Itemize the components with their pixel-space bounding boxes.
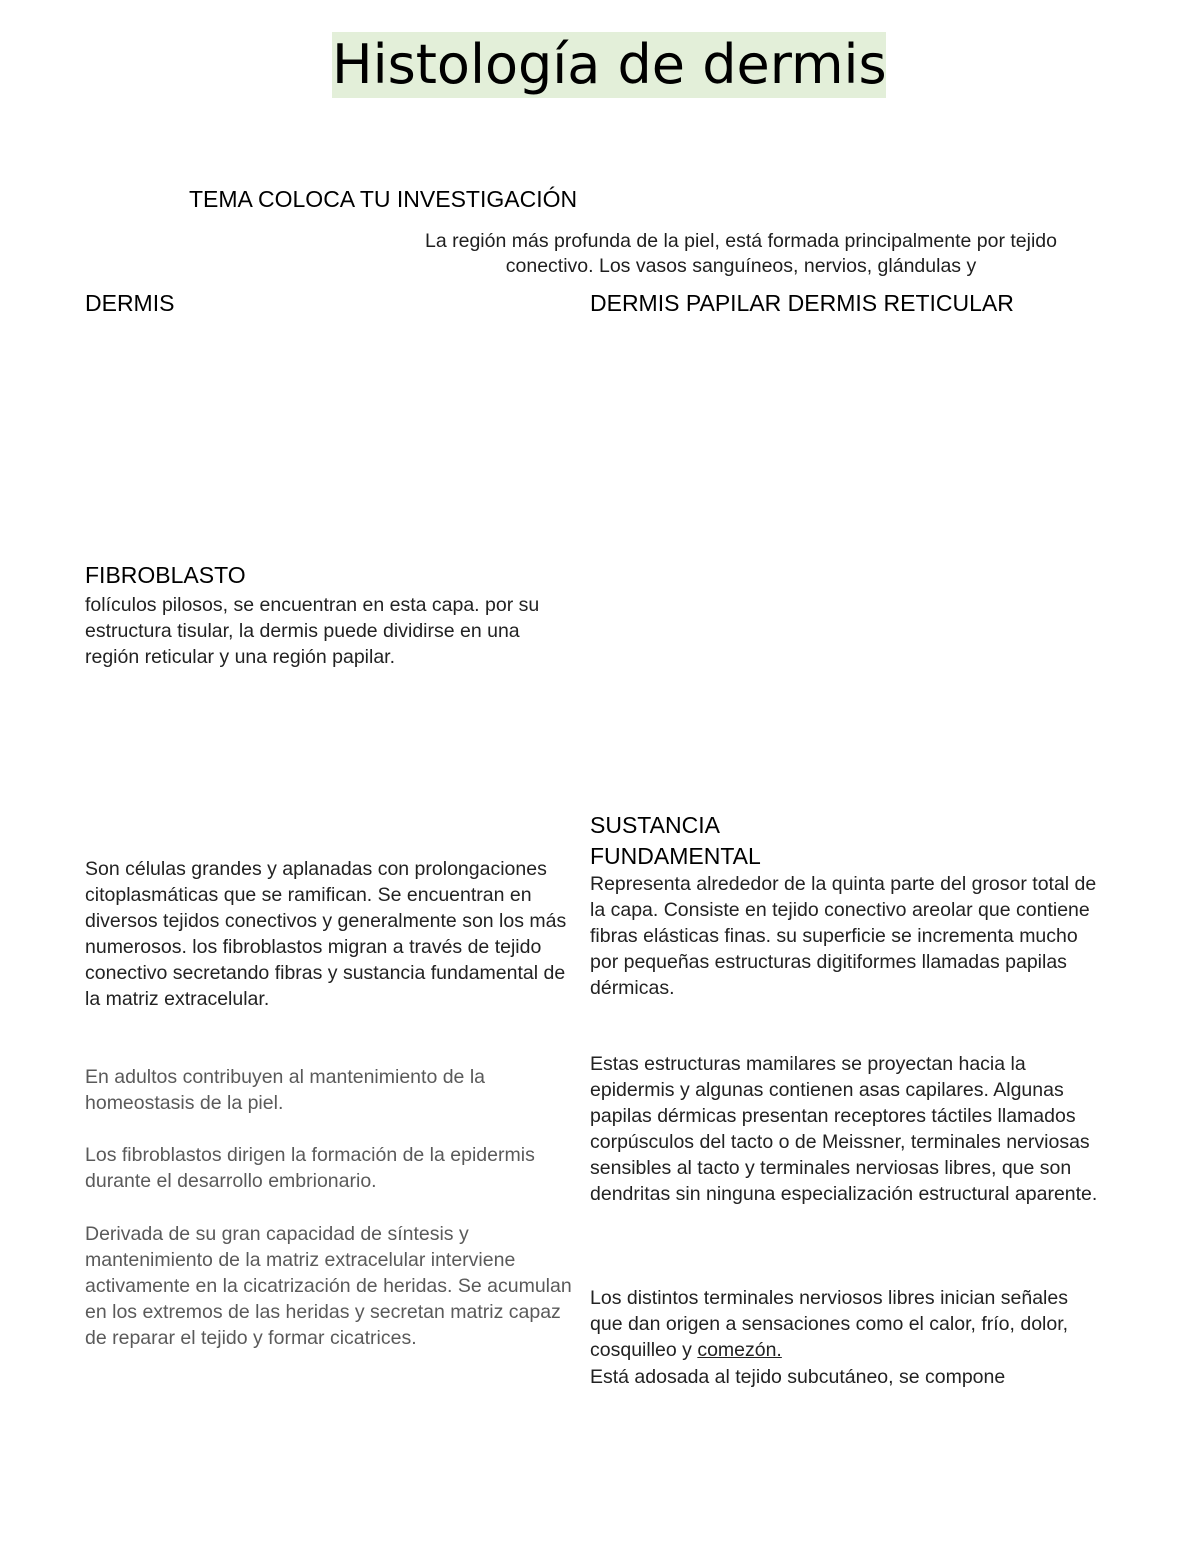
heading-dermis-papilar-reticular: DERMIS PAPILAR DERMIS RETICULAR — [590, 290, 1014, 316]
heading-sustancia-fundamental: SUSTANCIA FUNDAMENTAL — [590, 812, 761, 869]
document-title: Histología de dermis — [332, 33, 887, 96]
paragraph-estructuras: Estas estructuras mamilares se proyectan hacia la epidermis y algunas contienen asas capilares. Algunas papilas dérmicas presentan receptores táctiles llamados corpúsculos del tacto o de Meissner, terminales nerviosas sensibles al tacto y terminales nerviosas libres, que son dendritas sin ninguna especialización estructural aparente. — [590, 1053, 1098, 1205]
paragraph-adosada: Está adosada al tejido subcutáneo, se compone — [590, 1366, 1006, 1388]
terminales-text: Los distintos terminales nerviosos libres inician señales que dan origen a sensaciones como el calor, frío, dolor, cosquilleo y — [590, 1287, 1069, 1361]
paragraph-adultos: En adultos contribuyen al mantenimiento de la homeostasis de la piel. — [85, 1066, 485, 1114]
paragraph-representa: Representa alrededor de la quinta parte del grosor total de la capa. Consiste en tejido conectivo areolar que contiene fibras elásticas finas. su superficie se incrementa mucho por pequeñas estructuras digitiformes llamadas papilas dérmicas. — [590, 873, 1097, 999]
intro-paragraph: La región más profunda de la piel, está formada principalmente por tejido conectivo. Los vasos sanguíneos, nervios, glándulas y — [425, 230, 1057, 277]
paragraph-fibroblastos-dirigen: Los fibroblastos dirigen la formación de la epidermis durante el desarrollo embrionario. — [85, 1144, 535, 1192]
heading-dermis: DERMIS — [85, 290, 175, 316]
paragraph-celulas: Son células grandes y aplanadas con prolongaciones citoplasmáticas que se ramifican. Se encuentran en diversos tejidos conectivos y generalmente son los más numerosos. los fibroblastos migran a través de tejido conectivo secretando fibras y sustancia fundamental de la matriz extracelular. — [85, 858, 567, 1010]
paragraph-derivada: Derivada de su gran capacidad de síntesis y mantenimiento de la matriz extracelular interviene activamente en la cicatrización de heridas. Se acumulan en los extremos de las heridas y secretan matriz capaz de reparar el tejido y formar cicatrices. — [85, 1223, 572, 1349]
paragraph-terminales — [590, 1285, 1100, 1363]
paragraph-foliculos: folículos pilosos, se encuentran en esta capa. por su estructura tisular, la dermis puede dividirse en una región reticular y una región papilar. — [85, 594, 540, 668]
topic-heading: TEMA COLOCA TU INVESTIGACIÓN — [189, 186, 578, 212]
comezon-link: comezón. — [697, 1339, 782, 1361]
heading-fibroblasto: FIBROBLASTO — [85, 562, 246, 588]
